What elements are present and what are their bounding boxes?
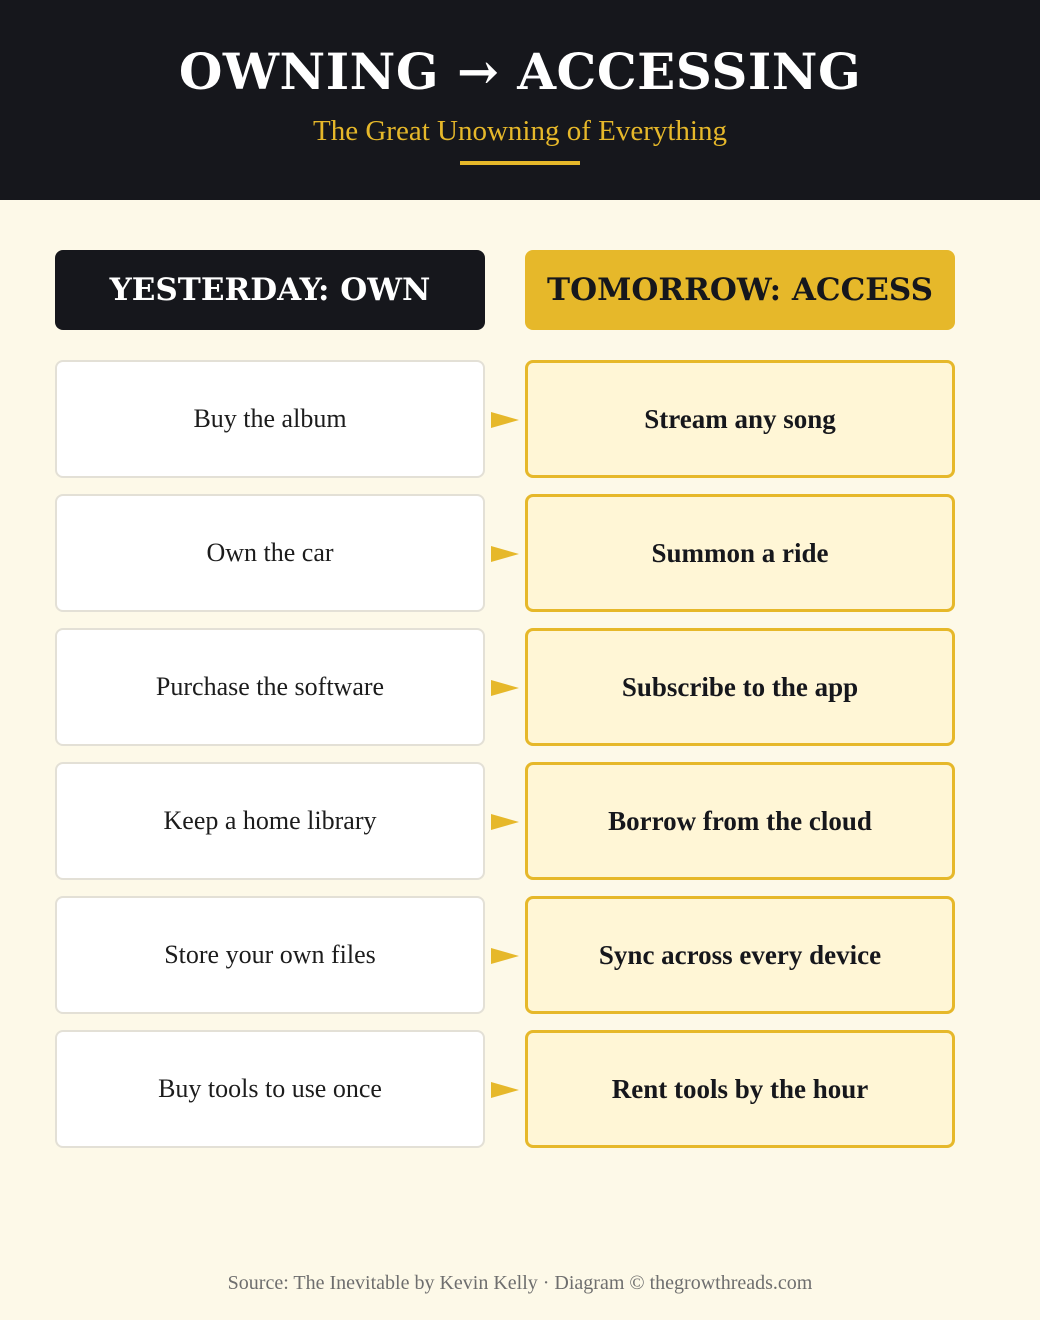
own-item-1: Buy the album [55, 360, 485, 478]
own-item-5: Store your own files [55, 896, 485, 1014]
arrow-right-icon [491, 546, 519, 562]
header-banner [0, 0, 1040, 200]
own-item-6: Buy tools to use once [55, 1030, 485, 1148]
column-header-access: TOMORROW: ACCESS [525, 250, 955, 330]
arrow-right-icon [491, 1082, 519, 1098]
arrow-right-icon [491, 412, 519, 428]
page-title: OWNING → ACCESSING [178, 42, 862, 101]
own-item-2: Own the car [55, 494, 485, 612]
arrow-right-icon [491, 814, 519, 830]
page-subtitle: The Great Unowning of Everything [313, 115, 727, 147]
arrow-right-icon [491, 680, 519, 696]
arrow-right-icon [491, 948, 519, 964]
access-item-4: Borrow from the cloud [525, 762, 955, 880]
source-footer: Source: The Inevitable by Kevin Kelly · Diagram © thegrowthreads.com [227, 1272, 813, 1294]
title-underline [460, 161, 580, 165]
access-item-1: Stream any song [525, 360, 955, 478]
column-header-own: YESTERDAY: OWN [55, 250, 485, 330]
access-item-6: Rent tools by the hour [525, 1030, 955, 1148]
own-item-3: Purchase the software [55, 628, 485, 746]
own-item-4: Keep a home library [55, 762, 485, 880]
access-item-3: Subscribe to the app [525, 628, 955, 746]
access-item-5: Sync across every device [525, 896, 955, 1014]
access-item-2: Summon a ride [525, 494, 955, 612]
